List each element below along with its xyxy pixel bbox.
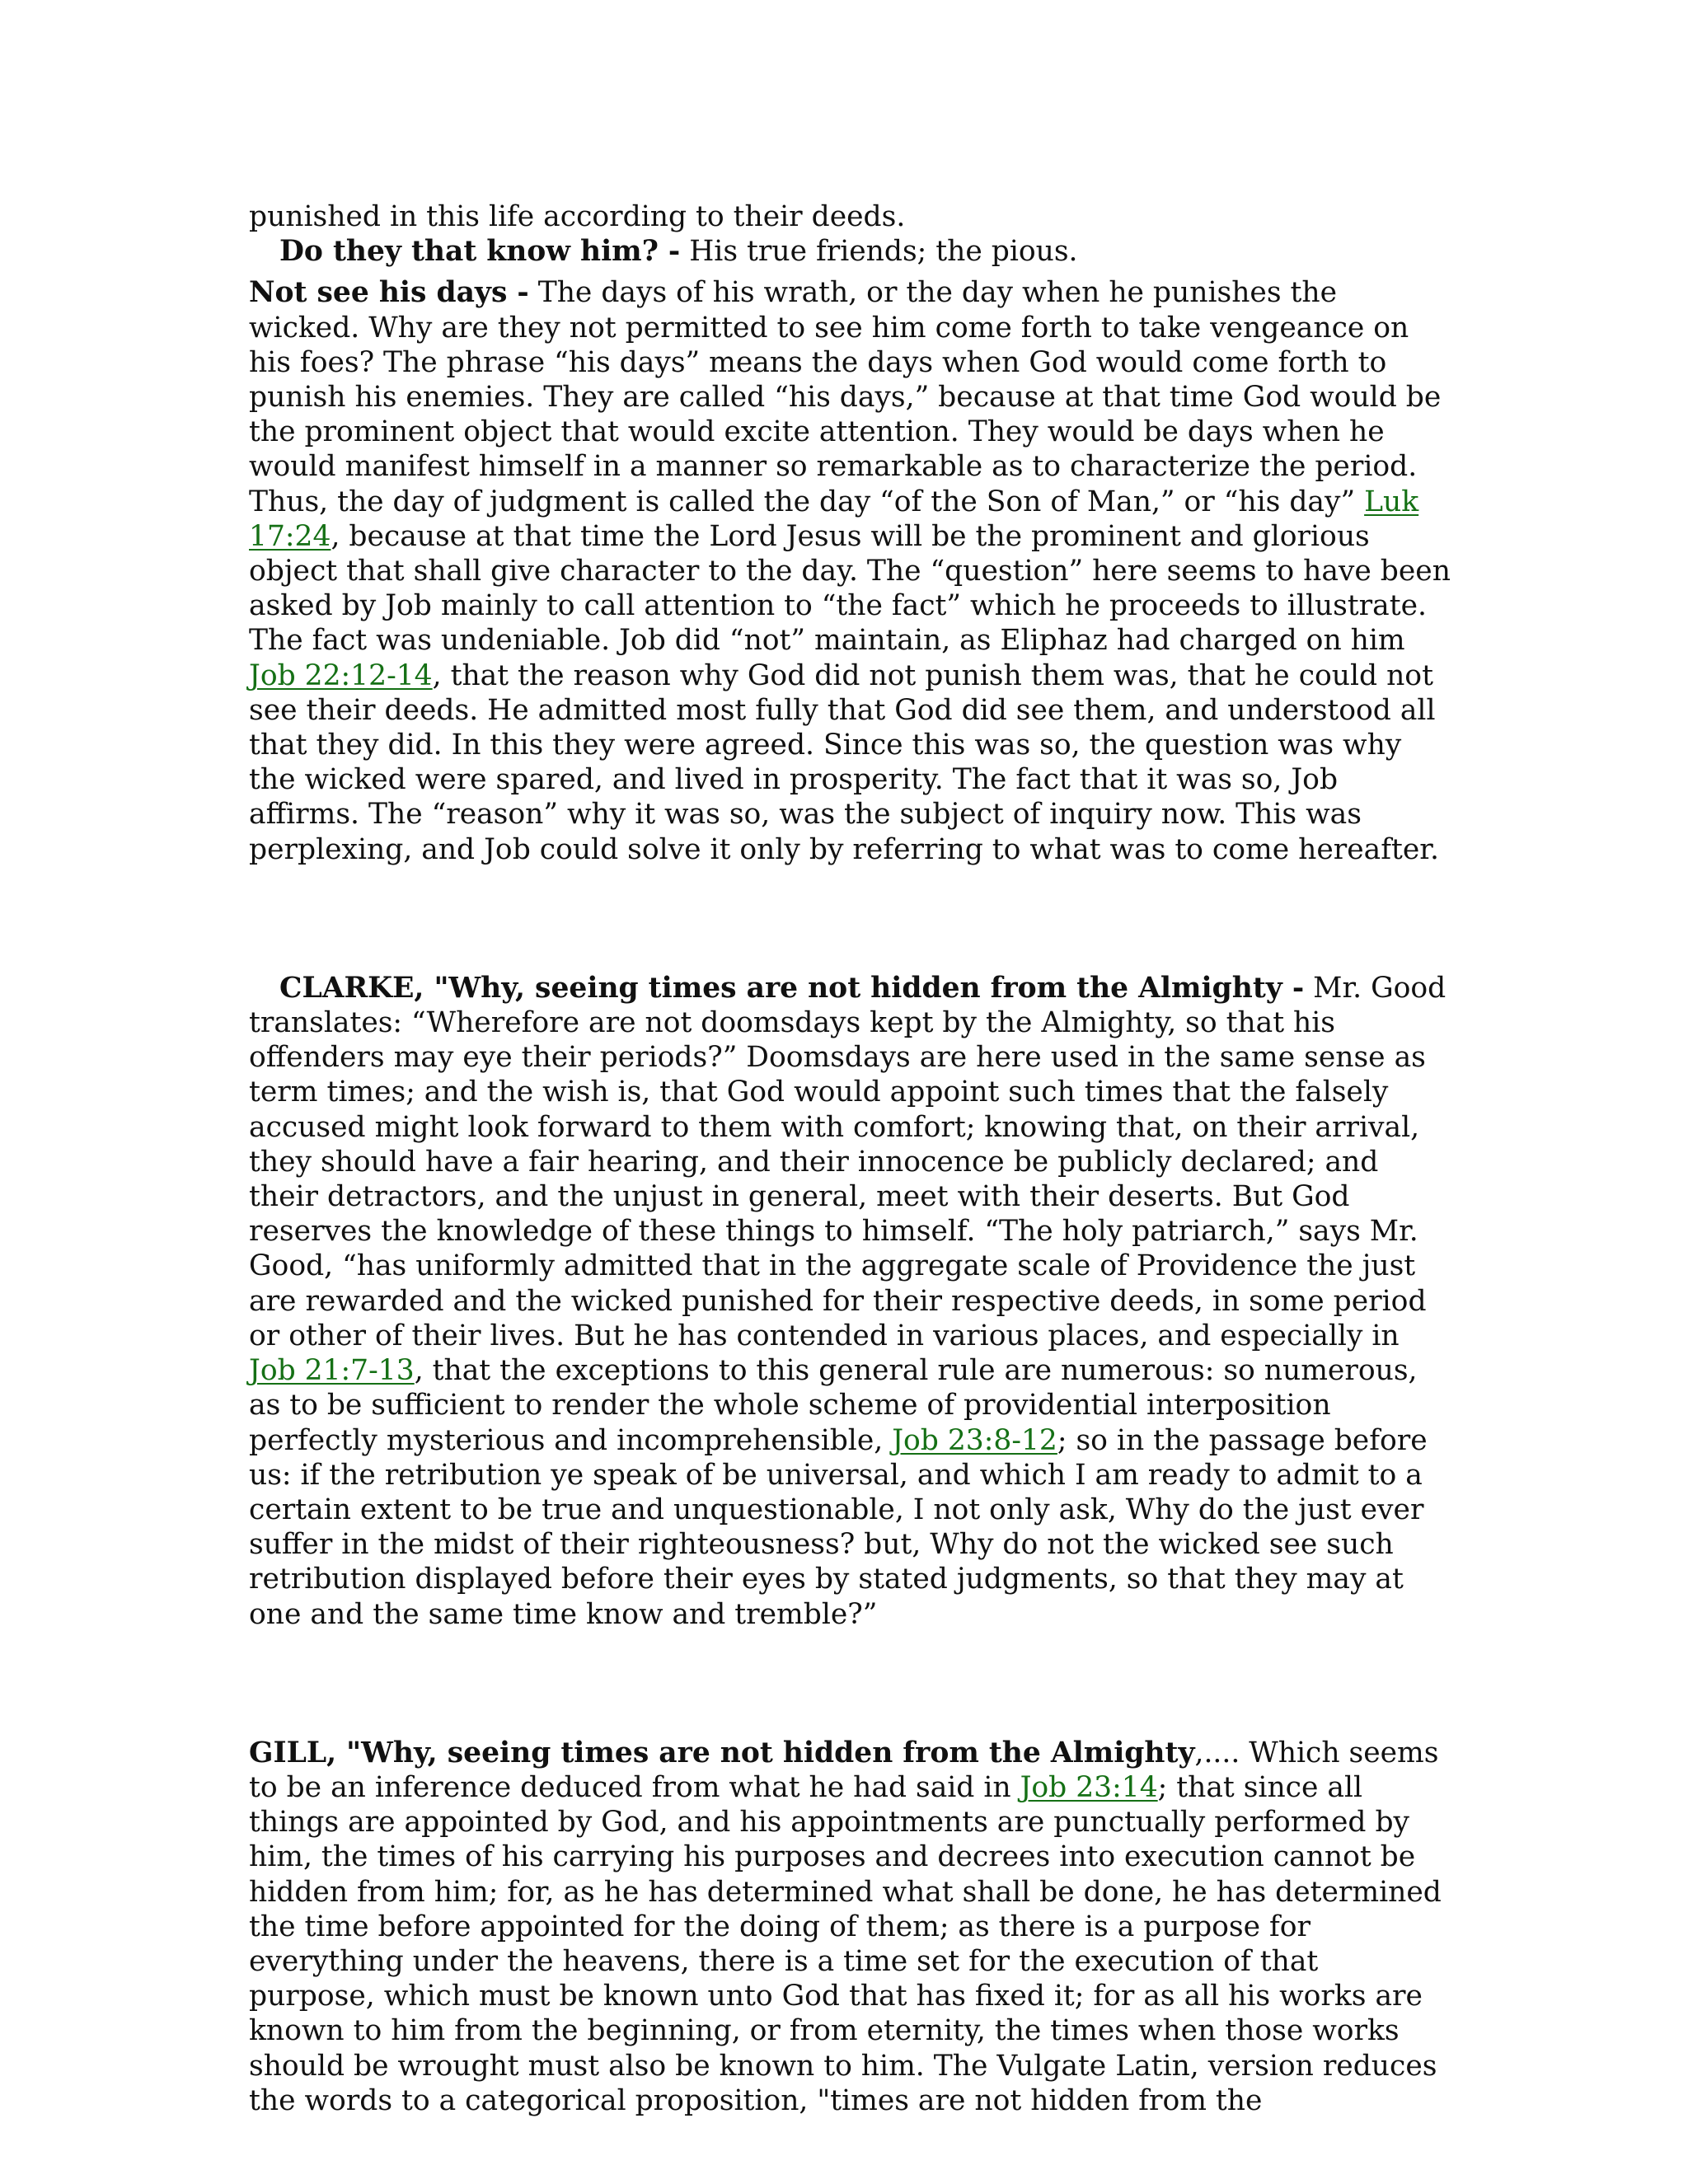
paragraph-text: ; so in the passage before us: if the retribution ye speak of be universal, and which I am ready to admit to a certain extent to be true and unquestionable, I not only ask, Why do the just ever suffer in the midst of their righteousness? but, Why do not the wicked see such retribution displayed before their eyes by stated judgments, so that they may at one and the same time know and tremble?” bbox=[249, 1423, 1428, 1631]
paragraph-clarke-commentary bbox=[249, 971, 1451, 1632]
scripture-link-job-23-14[interactable]: Job 23:14 bbox=[1020, 1770, 1158, 1804]
paragraph-text: ; that since all things are appointed by God, and his appointments are punctually performed by him, the times of his carrying his purposes and decrees into execution cannot be hidden from him; for, as he has determined what shall be done, he has determined the time before appointed for the doing of them; as there is a purpose for everything under the heavens, there is a time set for the execution of that purpose, which must be known unto God that has fixed it; for as all his works are known to him from the beginning, or from eternity, the times when those works should be wrought must also be known to him. The Vulgate Latin, version reduces the words to a categorical proposition, "times are not hidden from the bbox=[249, 1770, 1442, 2117]
paragraph-text: , that the reason why God did not punish them was, that he could not see their deeds. He admitted most fully that God did see them, and understood all that they did. In this they were agreed. Since this was so, the question was why the wicked were spared, and lived in prosperity. The fact that it was so, Job affirms. The “reason” why it was so, was the subject of inquiry now. This was perplexing, and Job could solve it only by referring to what was to come hereafter. bbox=[249, 658, 1439, 866]
scripture-link-job-22-12-14[interactable]: Job 22:12-14 bbox=[249, 658, 433, 692]
paragraph-lead: CLARKE, "Why, seeing times are not hidden from the Almighty - bbox=[279, 971, 1305, 1005]
paragraph-text: , because at that time the Lord Jesus will be the prominent and glorious object that shall give character to the day. The “question” here seems to have been asked by Job mainly to call attention to “the fact” which he proceeds to illustrate. The fact was undeniable. Job did “not” maintain, as Eliphaz had charged on him bbox=[249, 519, 1451, 658]
scripture-link-job-23-8-12[interactable]: Job 23:8-12 bbox=[892, 1423, 1057, 1457]
paragraph-lead: Do they that know him? - bbox=[279, 235, 681, 269]
scripture-link-job-21-7-13[interactable]: Job 21:7-13 bbox=[249, 1354, 415, 1388]
document-page bbox=[249, 199, 1451, 2118]
paragraph-text: Mr. Good translates: “Wherefore are not doomsdays kept by the Almighty, so that his offenders may eye their periods?” Doomsdays are here used in the same sense as term times; and the wish is, that God would appoint such times that the falsely accused might look forward to them with comfort; knowing that, on their arrival, they should have a fair hearing, and their innocence be publicly declared; and their detractors, and the unjust in general, meet with their deserts. But God reserves the knowledge of these things to himself. “The holy patriarch,” says Mr. Good, “has uniformly admitted that in the aggregate scale of Providence the just are rewarded and the wicked punished for their respective deeds, in some period or other of their lives. But he has contended in various places, and especially in bbox=[249, 971, 1447, 1352]
paragraph-text: ,.... Which seems to be an inference deduced from what he had said in bbox=[249, 1736, 1439, 1804]
paragraph-text: punished in this life according to their deeds. bbox=[249, 200, 906, 233]
scripture-link-luk-17-24[interactable]: Luk 17:24 bbox=[249, 485, 1419, 553]
paragraph-not-see-his-days bbox=[249, 275, 1451, 866]
paragraph-text: , that the exceptions to this general rule are numerous: so numerous, as to be sufficient to render the whole scheme of providential interposition perfectly mysterious and incomprehensible, bbox=[249, 1354, 1418, 1457]
paragraph-continuation bbox=[249, 199, 1451, 234]
paragraph-text: The days of his wrath, or the day when he punishes the wicked. Why are they not permitted to see him come forth to take vengeance on his foes? The phrase “his days” means the days when God would come forth to punish his enemies. They are called “his days,” because at that time God would be the prominent object that would excite attention. They would be days when he would manifest himself in a manner so remarkable as to characterize the period. Thus, the day of judgment is called the day “of the Son of Man,” or “his day” bbox=[249, 276, 1442, 518]
paragraph-lead: GILL, "Why, seeing times are not hidden from the Almighty bbox=[249, 1736, 1195, 1769]
paragraph-do-they-that-know-him bbox=[249, 234, 1451, 269]
paragraph-lead: Not see his days - bbox=[249, 276, 529, 310]
paragraph-text: His true friends; the pious. bbox=[680, 235, 1078, 269]
paragraph-gill-commentary bbox=[249, 1736, 1451, 2118]
